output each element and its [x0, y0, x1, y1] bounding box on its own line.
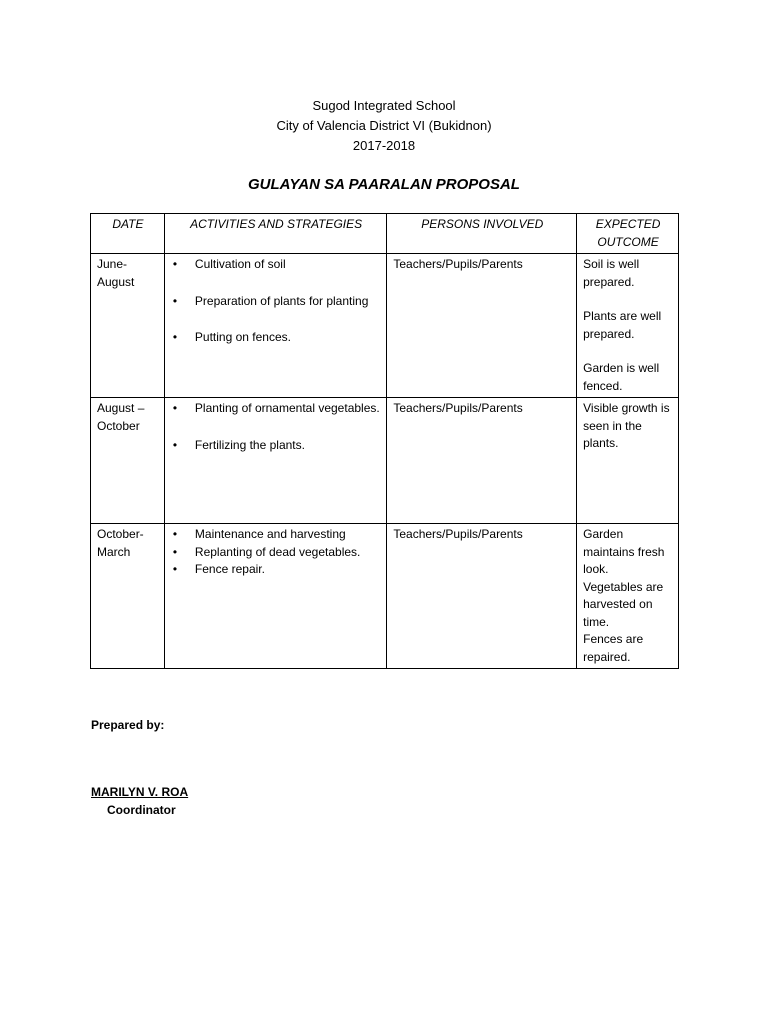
proposal-table — [90, 213, 679, 669]
outcome-text: Vegetables are harvested on time. — [583, 579, 664, 629]
list-item: • Cultivation of soil — [171, 256, 381, 274]
outcome-cell — [577, 254, 679, 398]
school-year: 2017-2018 — [352, 138, 416, 153]
document-title: GULAYAN SA PAARALAN PROPOSAL — [248, 176, 520, 193]
school-name: Sugod Integrated School — [312, 98, 456, 113]
activities-cell — [164, 398, 386, 524]
signer-role: Coordinator — [107, 803, 176, 817]
list-item: • Fertilizing the plants. — [171, 437, 381, 455]
list-item: • Maintenance and harvesting — [171, 526, 381, 544]
persons-cell: Teachers/Pupils/Parents — [387, 524, 577, 669]
list-item: • Replanting of dead vegetables. — [171, 544, 381, 562]
header-activities: ACTIVITIES AND STRATEGIES — [164, 214, 386, 254]
header-outcome: EXPECTED OUTCOME — [577, 214, 679, 254]
activity-list — [171, 400, 381, 454]
date-cell: August – October — [91, 398, 165, 524]
persons-cell: Teachers/Pupils/Parents — [387, 254, 577, 398]
activities-cell — [164, 524, 386, 669]
header-date: DATE — [91, 214, 165, 254]
activity-list — [171, 256, 381, 347]
list-item: • Preparation of plants for planting — [171, 293, 381, 311]
table-header-row — [91, 214, 679, 254]
activities-cell — [164, 254, 386, 398]
table-row — [91, 524, 679, 669]
outcome-text: Garden is well fenced. — [583, 361, 660, 393]
date-cell: October-March — [91, 524, 165, 669]
outcome-text: Soil is well prepared. — [583, 257, 640, 289]
list-item: • Fence repair. — [171, 561, 381, 579]
list-item: • Putting on fences. — [171, 329, 381, 347]
outcome-text: Garden maintains fresh look. — [583, 527, 665, 576]
outcome-cell — [577, 524, 679, 669]
persons-cell: Teachers/Pupils/Parents — [387, 398, 577, 524]
outcome-text: Fences are repaired. — [583, 632, 644, 664]
header-persons: PERSONS INVOLVED — [387, 214, 577, 254]
list-item: • Planting of ornamental vegetables. — [171, 400, 381, 418]
school-district: City of Valencia District VI (Bukidnon) — [276, 118, 492, 133]
table-row — [91, 398, 679, 524]
date-cell: June-August — [91, 254, 165, 398]
outcome-cell — [577, 398, 679, 524]
table-row — [91, 254, 679, 398]
activity-list — [171, 526, 381, 579]
outcome-text: Visible growth is seen in the plants. — [583, 401, 670, 450]
signer-name: MARILYN V. ROA — [91, 785, 189, 799]
prepared-by-label: Prepared by: — [91, 718, 165, 732]
outcome-text: Plants are well prepared. — [583, 309, 662, 341]
